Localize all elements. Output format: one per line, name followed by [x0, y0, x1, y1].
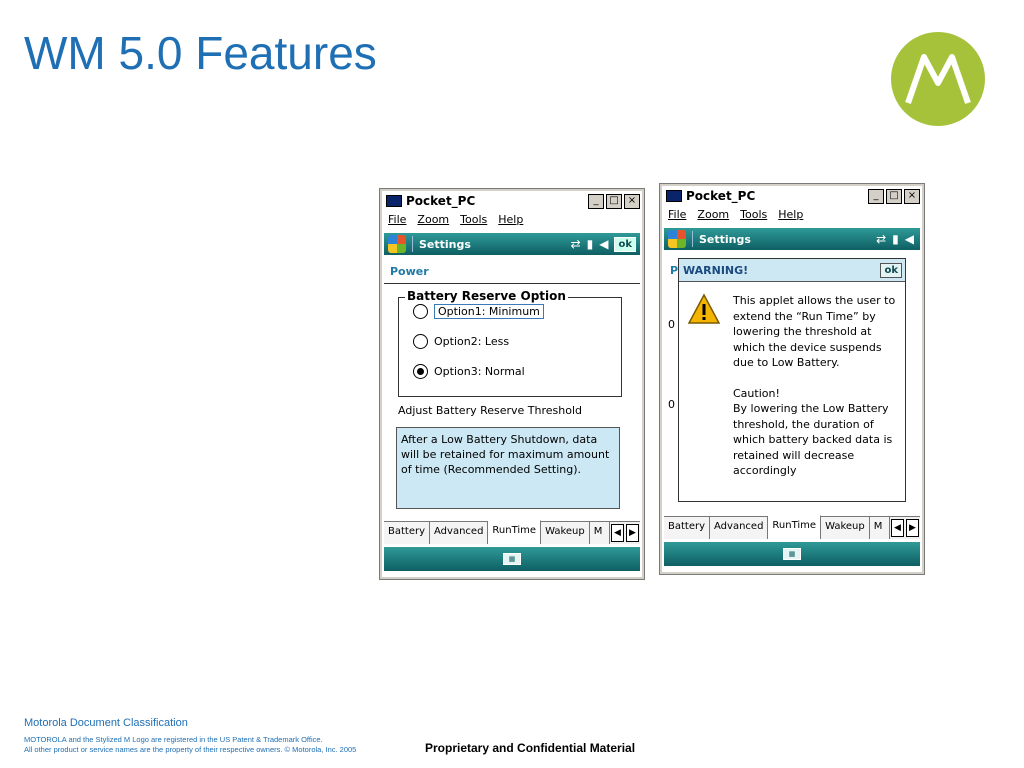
window-titlebar: [384, 192, 640, 210]
radio-button[interactable]: [413, 334, 428, 349]
pocket-pc-window-right: [659, 183, 925, 575]
battery-reserve-group: [398, 289, 622, 397]
tab-more[interactable]: M: [870, 517, 890, 539]
menu-zoom[interactable]: Zoom: [697, 208, 730, 221]
footer-classification: Motorola Document Classification: [24, 717, 188, 729]
nav-bar: [384, 233, 640, 255]
menubar: [388, 213, 523, 226]
menu-tools[interactable]: Tools: [740, 208, 768, 221]
tab-battery[interactable]: Battery: [384, 522, 430, 544]
adjust-label: Adjust Battery Reserve Threshold: [398, 404, 583, 417]
dialog-text-3: By lowering the Low Battery threshold, the duration of which battery backed data is retained will decrease accordingly: [733, 402, 893, 477]
footer-proprietary: Proprietary and Confidential Material: [425, 741, 636, 755]
tab-runtime[interactable]: RunTime: [488, 520, 541, 544]
tab-left-arrow-icon[interactable]: ◀: [611, 524, 624, 542]
signal-icon[interactable]: ▮: [892, 232, 899, 246]
tab-right-arrow-icon[interactable]: ▶: [906, 519, 919, 537]
maximize-button[interactable]: □: [886, 189, 902, 204]
volume-icon[interactable]: ◀: [904, 232, 914, 246]
tab-left-arrow-icon[interactable]: ◀: [891, 519, 904, 537]
start-icon[interactable]: [388, 235, 406, 253]
warning-dialog: [678, 258, 906, 502]
ok-button[interactable]: ok: [614, 237, 636, 252]
footer-legal: [24, 735, 356, 755]
tab-right-arrow-icon[interactable]: ▶: [626, 524, 639, 542]
divider: [384, 283, 640, 284]
nav-separator: [412, 236, 413, 252]
tab-runtime[interactable]: RunTime: [768, 515, 821, 539]
dialog-title: WARNING!: [683, 263, 749, 277]
nav-bar: [664, 228, 920, 250]
dialog-titlebar: [679, 259, 905, 282]
window-icon: [666, 190, 682, 202]
maximize-button[interactable]: □: [606, 194, 622, 209]
minimize-button[interactable]: _: [588, 194, 604, 209]
menu-tools[interactable]: Tools: [460, 213, 488, 226]
menu-help[interactable]: Help: [498, 213, 524, 226]
keyboard-icon[interactable]: ▦: [503, 553, 521, 565]
obscured-value: 0: [668, 398, 675, 411]
dialog-ok-button[interactable]: ok: [880, 263, 902, 278]
radio-option3[interactable]: [413, 364, 525, 379]
tab-strip: [664, 516, 920, 539]
pocket-pc-window-left: [379, 188, 645, 580]
menu-file[interactable]: File: [668, 208, 687, 221]
radio-label: Option2: Less: [434, 335, 510, 348]
radio-option1[interactable]: [413, 304, 544, 319]
menu-file[interactable]: File: [388, 213, 407, 226]
connectivity-icon[interactable]: ⇄: [876, 232, 887, 246]
window-title: Pocket_PC: [406, 194, 476, 208]
section-title-obscured: P: [670, 264, 679, 277]
radio-button-selected[interactable]: [413, 364, 428, 379]
volume-icon[interactable]: ◀: [599, 237, 609, 251]
footer-legal-line: MOTOROLA and the Stylized M Logo are registered in the US Patent & Trademark Office.: [24, 735, 323, 744]
tab-wakeup[interactable]: Wakeup: [541, 522, 590, 544]
tab-battery[interactable]: Battery: [664, 517, 710, 539]
tab-advanced[interactable]: Advanced: [710, 517, 768, 539]
radio-label: Option3: Normal: [434, 365, 525, 378]
window-title: Pocket_PC: [686, 189, 756, 203]
radio-label: Option1: Minimum: [434, 304, 544, 319]
soft-input-bar: [384, 547, 640, 571]
info-text: After a Low Battery Shutdown, data will be retained for maximum amount of time (Recommended Setting).: [396, 427, 620, 509]
radio-option2[interactable]: [413, 334, 509, 349]
nav-separator: [692, 231, 693, 247]
menu-zoom[interactable]: Zoom: [417, 213, 450, 226]
dialog-text-1: This applet allows the user to extend the “Run Time” by lowering the threshold at which the device suspends due to Low Battery.: [733, 294, 896, 369]
menubar: [668, 208, 803, 221]
group-label: Battery Reserve Option: [407, 289, 566, 303]
footer-legal-line: All other product or service names are the property of their respective owners. © Motorola, Inc. 2005: [24, 745, 357, 754]
obscured-value: 0: [668, 318, 675, 331]
dialog-text-2: Caution!: [733, 386, 780, 400]
motorola-logo: [890, 31, 986, 127]
soft-input-bar: [664, 542, 920, 566]
start-icon[interactable]: [668, 230, 686, 248]
tab-wakeup[interactable]: Wakeup: [821, 517, 870, 539]
tab-advanced[interactable]: Advanced: [430, 522, 488, 544]
close-button[interactable]: ×: [624, 194, 640, 209]
radio-button[interactable]: [413, 304, 428, 319]
tab-strip: [384, 521, 640, 544]
section-title: Power: [390, 265, 429, 278]
tab-scroll: [890, 517, 920, 539]
window-icon: [386, 195, 402, 207]
connectivity-icon[interactable]: ⇄: [570, 237, 581, 251]
nav-title: Settings: [419, 237, 471, 251]
slide-title: WM 5.0 Features: [24, 27, 377, 79]
nav-title: Settings: [699, 232, 751, 246]
minimize-button[interactable]: _: [868, 189, 884, 204]
dialog-message: [733, 293, 903, 479]
window-titlebar: [664, 187, 920, 205]
tab-scroll: [610, 522, 640, 544]
close-button[interactable]: ×: [904, 189, 920, 204]
warning-icon: [687, 293, 721, 325]
tab-more[interactable]: M: [590, 522, 610, 544]
keyboard-icon[interactable]: ▦: [783, 548, 801, 560]
menu-help[interactable]: Help: [778, 208, 804, 221]
signal-icon[interactable]: ▮: [586, 237, 594, 251]
